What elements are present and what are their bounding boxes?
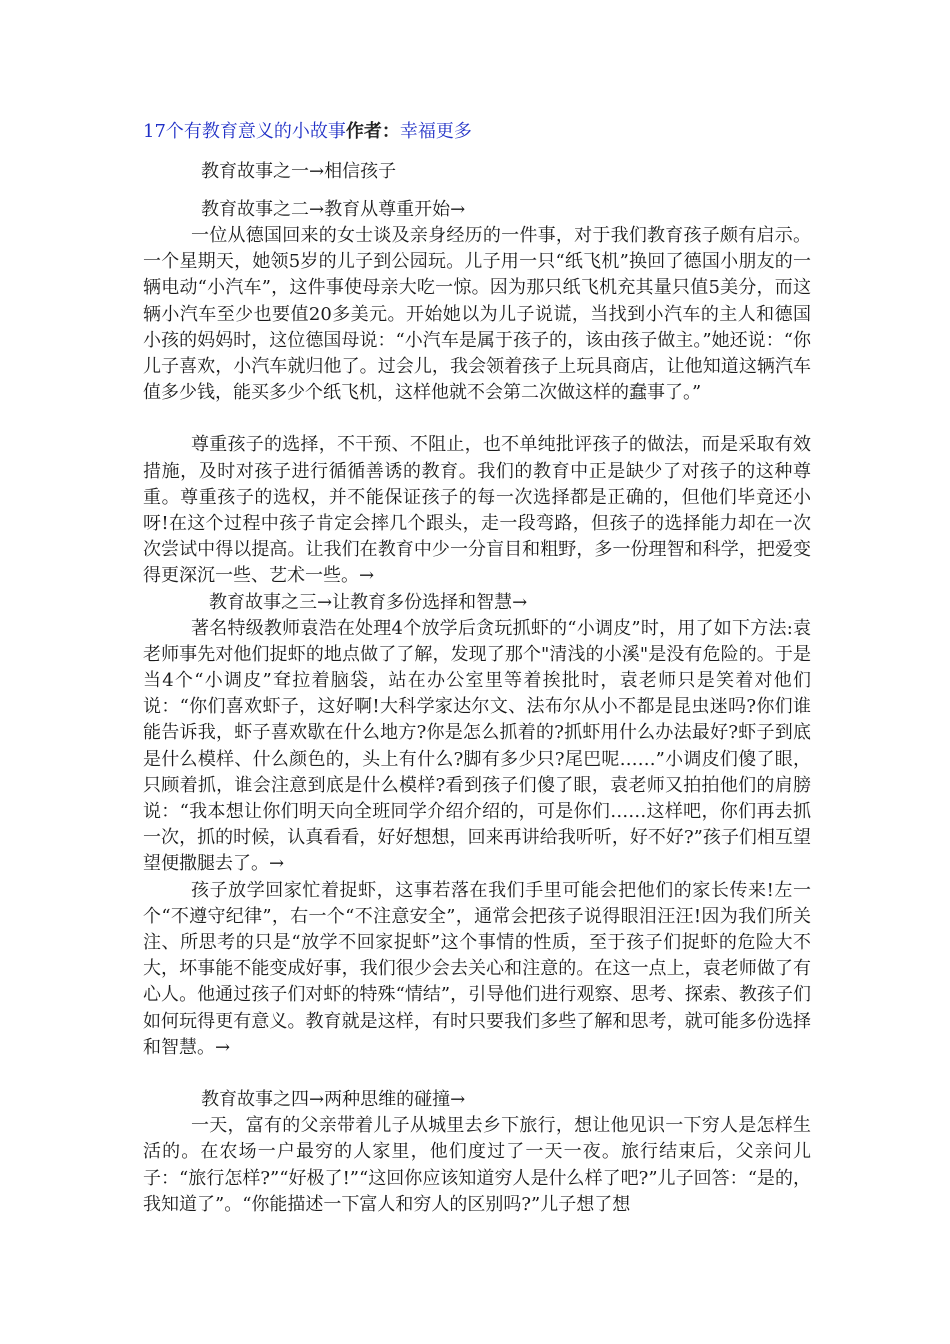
author-name: 幸福更多 <box>399 121 472 142</box>
document-page <box>143 120 811 1218</box>
story-2-paragraph-2: 尊重孩子的选择，不干预、不阻止，也不单纯批评孩子的做法，而是采取有效措施，及时对孩子进行循循善诱的教育。我们的教育中正是缺少了对孩子的这种尊重。尊重孩子的选权，并不能保证孩子的每一次选择都是正确的，但他们毕竟还小呀!在这个过程中孩子肯定会摔几个跟头，走一段弯路，但孩子的选择能力却在一次次尝试中得以提高。让我们在教育中少一分盲目和粗野，多一份理智和科学，把爱变得更深沉一些、艺术一些。→ <box>143 434 811 587</box>
paragraph-gap <box>143 1061 811 1087</box>
story-2-paragraph-1: 一位从德国回来的女士谈及亲身经历的一件事，对于我们教育孩子颇有启示。一个星期天，她领5岁的儿子到公园玩。儿子用一只“纸飞机”换回了德国小朋友的一辆电动“小汽车”，这件事使母亲大吃一惊。因为那只纸飞机充其量只值5美分，而这辆小汽车至少也要值20多美元。开始她以为儿子说谎，当找到小汽车的主人和德国小孩的妈妈时，这位德国母说：“小汽车是属于孩子的，该由孩子做主。”她还说：“你儿子喜欢，小汽车就归他了。过会儿，我会领着孩子上玩具商店，让他知道这辆汽车值多少钱，能买多少个纸飞机，这样他就不会第二次做这样的蠢事了。” <box>143 225 811 404</box>
story-4-paragraph-1: 一天，富有的父亲带着儿子从城里去乡下旅行，想让他见识一下穷人是怎样生活的。在农场一户最穷的人家里，他们度过了一天一夜。旅行结束后，父亲问儿子：“旅行怎样?”“好极了!”“这回你应该知道穷人是什么样了吧?”儿子回答：“是的，我知道了”。“你能描述一下富人和穷人的区别吗?”儿子想了想 <box>143 1115 811 1215</box>
story-3-paragraph-1: 著名特级教师袁浩在处理4个放学后贪玩抓虾的“小调皮”时，用了如下方法:袁老师事先对他们捉虾的地点做了了解，发现了那个"清浅的小溪"是没有危险的。于是当4个“小调皮”耷拉着脑袋，站在办公室里等着挨批时，袁老师只是笑着对他们说：“你们喜欢虾子，这好啊!大科学家达尔文、法布尔从小不都是昆虫迷吗?你们谁能告诉我，虾子喜欢歇在什么地方?你是怎么抓着的?抓虾用什么办法最好?虾子到底是什么模样、什么颜色的，头上有什么?脚有多少只?尾巴呢……”小调皮们傻了眼，只顾着抓，谁会注意到底是什么模样?看到孩子们傻了眼，袁老师又拍拍他们的肩膀说：“我本想让你们明天向全班同学介绍介绍的，可是你们……这样吧，你们再去抓一次，抓的时候，认真看看，好好想想，回来再讲给我听听，好不好?”孩子们相互望望便撒腿去了。→ <box>143 617 811 875</box>
story-heading-2: 教育故事之二→教育从尊重开始→ <box>201 199 466 220</box>
story-heading-1: 教育故事之一→相信孩子 <box>201 161 397 182</box>
story-3-paragraph-2: 孩子放学回家忙着捉虾，这事若落在我们手里可能会把他们的家长传来!左一个“不遵守纪律”，右一个“不注意安全”，通常会把孩子说得眼泪汪汪!因为我们所关注、所思考的只是“放学不回家捉虾”这个事情的性质，至于孩子们捉虾的危险大不大，坏事能不能变成好事，我们很少会去关心和注意的。在这一点上，袁老师做了有心人。他通过孩子们对虾的特殊“情结”，引导他们进行观察、思考、探索、教孩子们如何玩得更有意义。教育就是这样，有时只要我们多些了解和思考，就可能多份选择和智慧。→ <box>143 879 811 1058</box>
story-heading-3: 教育故事之三→让教育多份选择和智慧→ <box>209 591 528 613</box>
author-label: 作者： <box>345 121 400 142</box>
story-heading-4: 教育故事之四→两种思维的碰撞→ <box>201 1089 466 1111</box>
title-text: 17个有教育意义的小故事 <box>143 121 346 142</box>
document-title <box>143 120 811 144</box>
